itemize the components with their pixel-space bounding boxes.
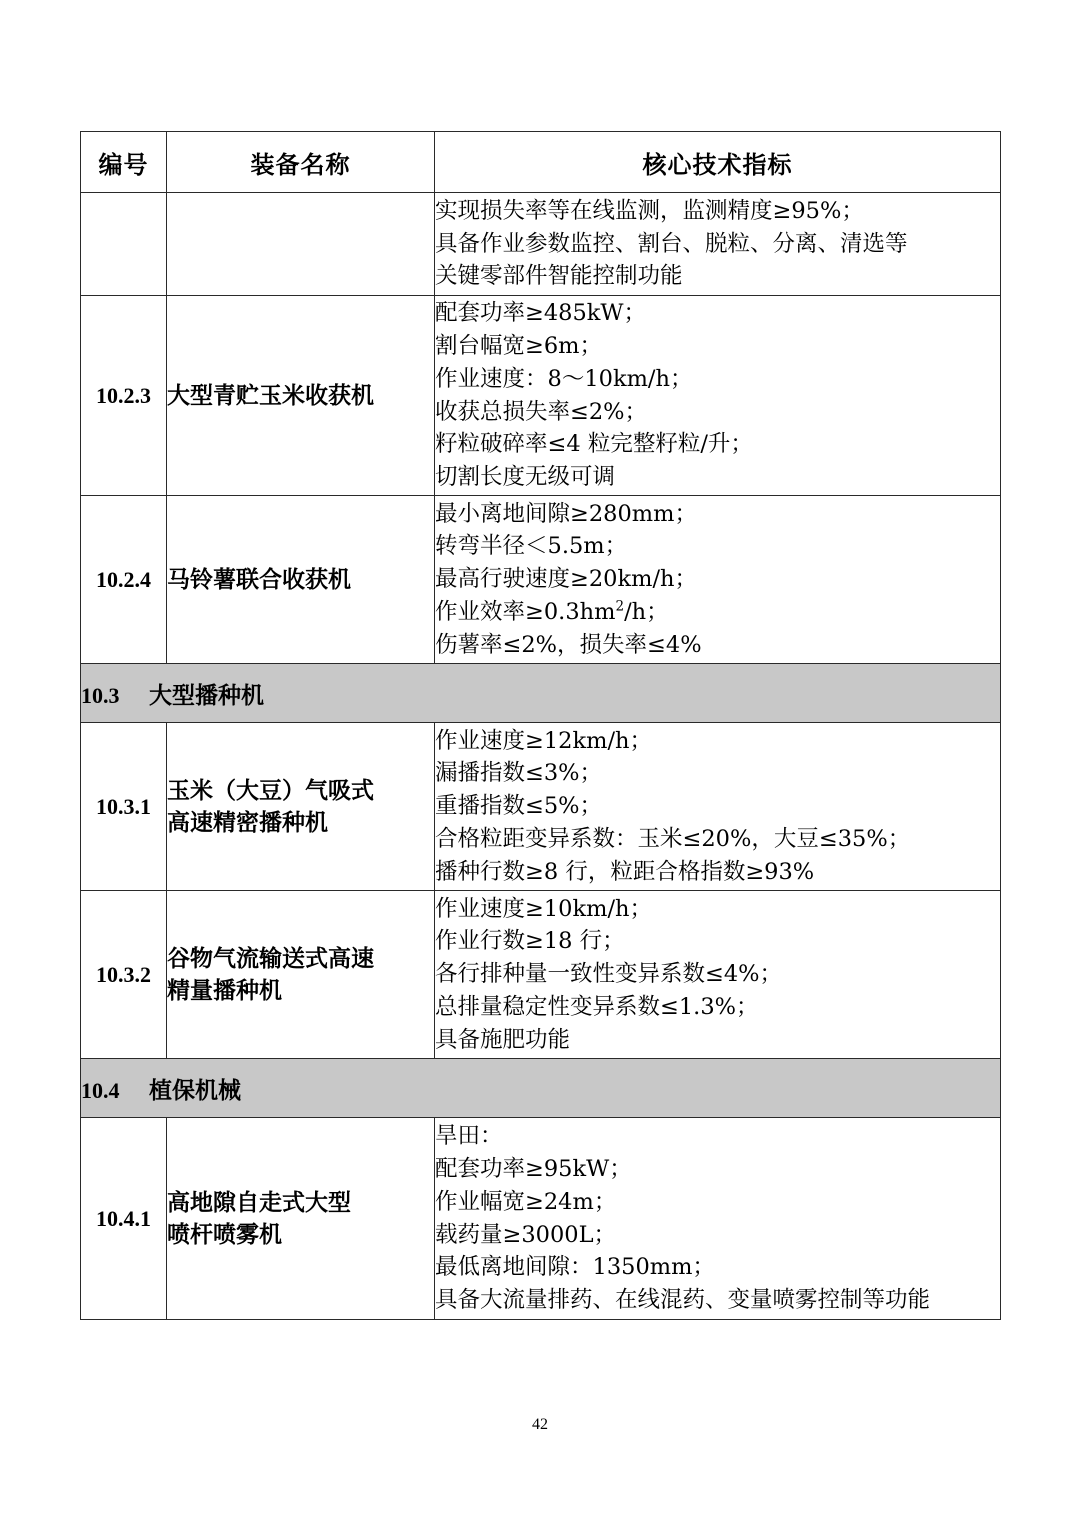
core-specs	[435, 496, 1001, 664]
section-cell	[81, 1059, 1001, 1118]
spec-line: 最高行驶速度≥20km/h；	[435, 566, 698, 593]
table-row	[81, 891, 1001, 1059]
core-specs	[435, 891, 1001, 1059]
spec-line: 最小离地间隙≥280mm；	[435, 500, 697, 527]
page-number: 42	[532, 1416, 548, 1433]
spec-line: 播种行数≥8 行，粒距合格指数≥93%	[435, 858, 815, 885]
item-id: 10.3.1	[81, 723, 167, 891]
spec-line: 配套功率≥95kW；	[435, 1156, 632, 1183]
table-header-row	[81, 132, 1001, 193]
spec-line: 具备施肥功能	[435, 1026, 571, 1053]
equipment-name	[167, 296, 435, 496]
spec-line: 具备大流量排药、在线混药、变量喷雾控制等功能	[435, 1286, 931, 1313]
equipment-name-line: 大型青贮玉米收获机	[167, 382, 374, 409]
spec-line: 各行排种量一致性变异系数≤4%；	[435, 961, 783, 988]
spec-line: 作业速度≥10km/h；	[435, 895, 653, 922]
table-row	[81, 296, 1001, 496]
spec-line: 总排量稳定性变异系数≤1.3%；	[435, 993, 759, 1020]
spec-line: 关键零部件智能控制功能	[435, 263, 683, 290]
spec-text: 作业效率≥0.3hm	[435, 598, 616, 625]
equipment-name-line: 高地隙自走式大型	[167, 1189, 351, 1216]
section-cell	[81, 664, 1001, 723]
item-id: 10.4.1	[81, 1118, 167, 1320]
equipment-name	[167, 1118, 435, 1320]
table-row	[81, 1118, 1001, 1320]
equipment-name-line: 喷杆喷雾机	[167, 1221, 282, 1248]
item-id	[81, 193, 167, 296]
spec-line: 载药量≥3000L；	[435, 1221, 617, 1248]
core-specs	[435, 723, 1001, 891]
item-id: 10.3.2	[81, 891, 167, 1059]
equipment-name	[167, 723, 435, 891]
item-id: 10.2.4	[81, 496, 167, 664]
spec-line: 作业幅宽≥24m；	[435, 1188, 617, 1215]
section-title: 大型播种机	[149, 682, 264, 709]
table-row	[81, 723, 1001, 891]
table-body	[81, 193, 1001, 1320]
equipment-name-line: 玉米（大豆）气吸式	[167, 777, 374, 804]
section-id: 10.3	[81, 682, 120, 708]
spec-superscript: 2	[615, 598, 625, 615]
spec-line: 旱田：	[435, 1123, 503, 1150]
spec-line: 伤薯率≤2%，损失率≤4%	[435, 631, 702, 658]
header-core-specs: 核心技术指标	[435, 132, 1001, 193]
equipment-name-line: 谷物气流输送式高速	[167, 945, 374, 972]
header-id: 编号	[81, 132, 167, 193]
spec-line: 切割长度无级可调	[435, 463, 616, 490]
equipment-name-line: 马铃薯联合收获机	[167, 566, 351, 593]
core-specs	[435, 1118, 1001, 1320]
spec-line	[435, 596, 1000, 629]
core-specs	[435, 193, 1001, 296]
spec-line: 作业速度：8～10km/h；	[435, 365, 693, 392]
spec-line: 配套功率≥485kW；	[435, 300, 647, 327]
equipment-name-line: 精量播种机	[167, 977, 282, 1004]
table-row	[81, 193, 1001, 296]
section-title: 植保机械	[149, 1077, 241, 1104]
equipment-spec-table	[80, 131, 1001, 1320]
equipment-name	[167, 193, 435, 296]
spec-line: 收获总损失率≤2%；	[435, 398, 648, 425]
spec-line: 合格粒距变异系数：玉米≤20%，大豆≤35%；	[435, 825, 911, 852]
section-row	[81, 1059, 1001, 1118]
core-specs	[435, 296, 1001, 496]
spec-line: 作业速度≥12km/h；	[435, 727, 653, 754]
section-id: 10.4	[81, 1077, 120, 1103]
spec-line: 割台幅宽≥6m；	[435, 333, 603, 360]
equipment-name-line: 高速精密播种机	[167, 809, 328, 836]
spec-line: 籽粒破碎率≤4 粒完整籽粒/升；	[435, 431, 753, 458]
header-equipment-name: 装备名称	[167, 132, 435, 193]
spec-line: 最低离地间隙：1350mm；	[435, 1254, 715, 1281]
section-row	[81, 664, 1001, 723]
spec-line: 重播指数≤5%；	[435, 793, 603, 820]
table-row	[81, 496, 1001, 664]
spec-line: 实现损失率等在线监测，监测精度≥95%；	[435, 197, 864, 224]
spec-text: /h；	[624, 598, 669, 625]
spec-line: 具备作业参数监控、割台、脱粒、分离、清选等	[435, 230, 908, 257]
spec-line: 作业行数≥18 行；	[435, 928, 625, 955]
item-id: 10.2.3	[81, 296, 167, 496]
spec-line: 漏播指数≤3%；	[435, 760, 603, 787]
equipment-name	[167, 891, 435, 1059]
spec-line: 转弯半径＜5.5m；	[435, 533, 628, 560]
equipment-name	[167, 496, 435, 664]
